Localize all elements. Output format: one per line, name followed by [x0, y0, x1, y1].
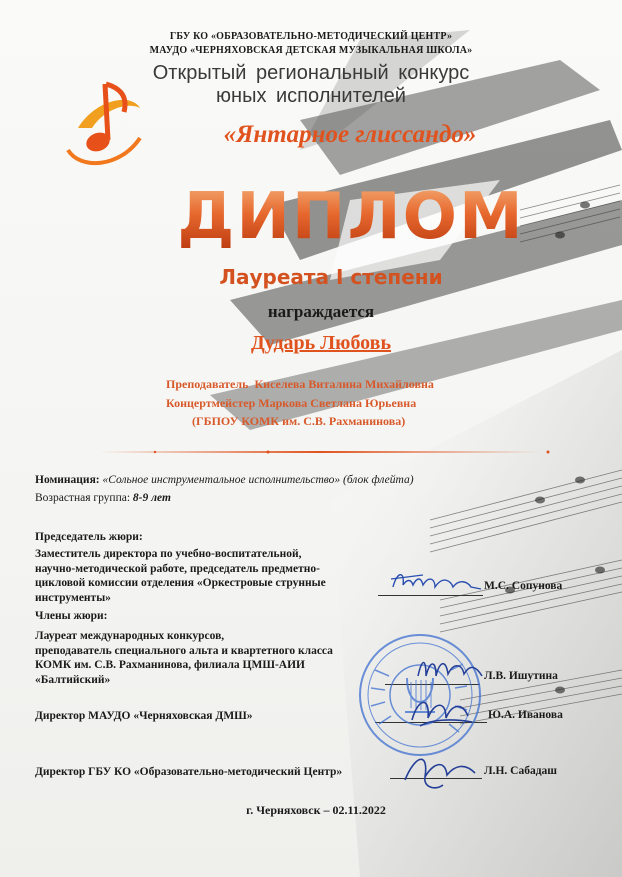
age-group — [35, 492, 171, 504]
awarded-label: награждается — [267, 302, 375, 321]
director1-name: Ю.А. Иванова — [488, 709, 563, 721]
diploma-title: ДИПЛОМ — [40, 180, 622, 254]
chair-desc-line: научно-методической работе, председатель предметно- — [35, 562, 320, 575]
nomination — [35, 474, 414, 486]
member-desc-line: Лауреат международных конкурсов, — [35, 630, 225, 642]
place-date: г. Черняховск – 02.11.2022 — [246, 803, 386, 817]
divider-line — [100, 451, 540, 453]
contest-line-2: юных исполнителей — [216, 85, 406, 107]
teacher-name: Киселева Виталина Михайловна — [254, 377, 434, 391]
institution-line: (ГБПОУ КОМК им. С.В. Рахманинова) — [192, 414, 406, 428]
contest-line-1: Открытый региональный конкурс — [152, 62, 470, 84]
chair-desc-line: Заместитель директора по учебно-воспитательной, — [35, 548, 302, 560]
director2-signature — [395, 745, 485, 795]
chair-desc-line: инструменты» — [35, 591, 111, 604]
member-desc-line: КОМК им. С.В. Рахманинова, филиала ЦМШ-АИИ — [35, 659, 305, 671]
organizer-line-1: ГБУ КО «ОБРАЗОВАТЕЛЬНО-МЕТОДИЧЕСКИЙ ЦЕНТР» — [169, 31, 453, 42]
nomination-label: Номинация: — [35, 474, 100, 486]
director1-signature — [400, 690, 480, 735]
jury-members-title: Члены жюри: — [35, 610, 108, 622]
organizer-line-2: МАУДО «ЧЕРНЯХОВСКАЯ ДЕТСКАЯ МУЗЫКАЛЬНАЯ ШКОЛА» — [149, 45, 473, 56]
director1-title: Директор МАУДО «Черняховская ДМШ» — [35, 710, 253, 722]
diploma-degree: Лауреата I степени — [219, 265, 443, 289]
member-name: Л.В. Ишутина — [484, 670, 558, 682]
member-desc-line: преподаватель специального альта и квартетного класса — [35, 644, 333, 657]
jury-chair-title: Председатель жюри: — [35, 531, 143, 543]
recipient-name: Дударь Любовь — [250, 332, 392, 354]
member-desc-line: «Балтийский» — [35, 673, 111, 686]
age-value: 8-9 лет — [132, 492, 171, 504]
chair-name: М.С. Сопунова — [484, 580, 563, 592]
teacher-label: Преподаватель — [166, 377, 249, 391]
director2-title: Директор ГБУ КО «Образовательно-методический Центр» — [35, 766, 343, 778]
director2-name: Л.Н. Сабадаш — [484, 765, 557, 777]
chair-signature — [383, 565, 488, 600]
contest-name: «Янтарное глиссандо» — [223, 121, 477, 148]
teacher-line — [166, 376, 434, 393]
chair-desc-line: цикловой комиссии отделения «Оркестровые струнные — [35, 577, 326, 589]
jury-chair-desc — [35, 547, 326, 605]
age-label: Возрастная группа: — [35, 492, 131, 504]
accompanist-line: Концертмейстер Маркова Светлана Юрьевна — [166, 396, 417, 410]
nomination-value: «Сольное инструментальное исполнительство» — [102, 474, 341, 486]
jury-member-desc — [35, 629, 333, 687]
member-signature — [410, 650, 490, 690]
nomination-extra: (блок флейта) — [342, 474, 414, 486]
